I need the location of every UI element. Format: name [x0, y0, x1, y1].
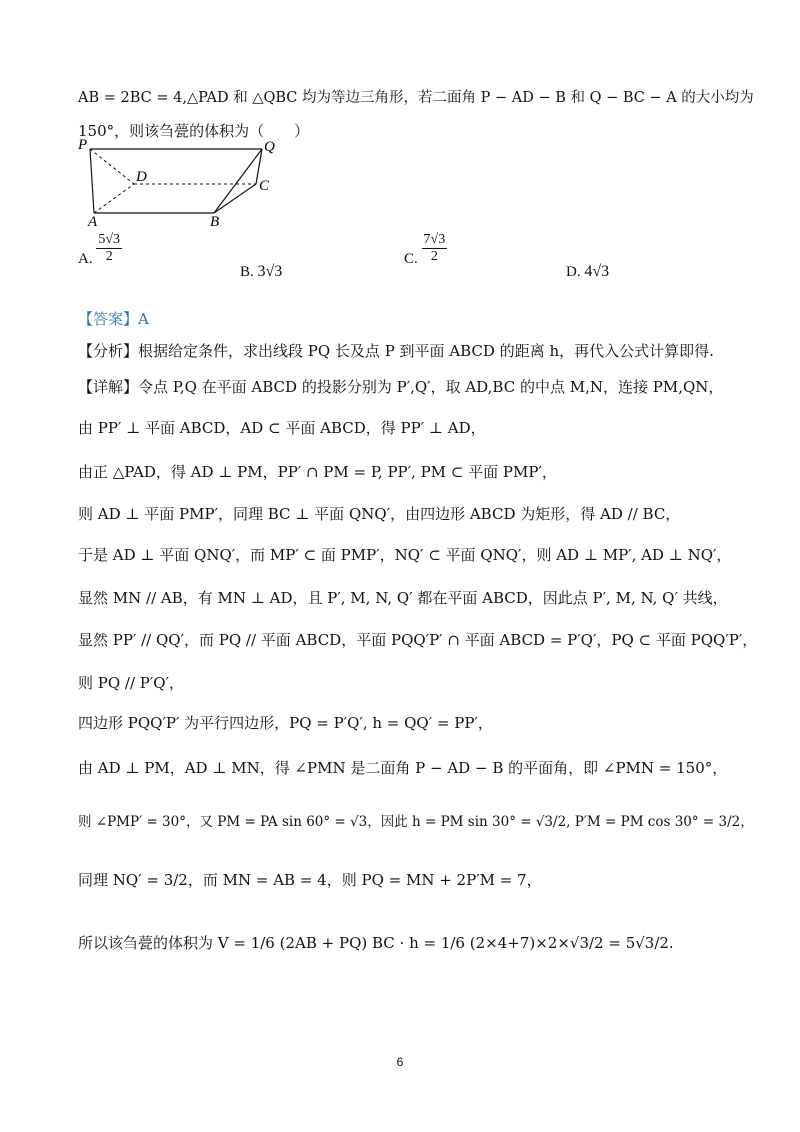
detail-line-12: 同理 NQ′ = 3/2，而 MN = AB = 4，则 PQ = MN + 2P′M = 7，	[78, 871, 542, 889]
detail-line-7: 显然 PP′ // QQ′，而 PQ // 平面 ABCD，平面 PQQ′P′ ∩ 平面 ABCD = P′Q′，PQ ⊂ 平面 PQQ′P′，	[78, 631, 758, 649]
choice-d-value: 4√3	[584, 263, 610, 280]
label-Q: Q	[264, 139, 275, 155]
choice-c-numerator: 7√3	[423, 232, 446, 248]
label-D: D	[136, 169, 147, 185]
choice-a-numerator: 5√3	[98, 232, 121, 248]
detail-line-5: 于是 AD ⊥ 平面 QNQ′，而 MP′ ⊂ 面 PMP′，NQ′ ⊂ 平面 QNQ′，则 AD ⊥ MP′, AD ⊥ NQ′，	[78, 546, 732, 564]
edge-PA	[90, 149, 94, 213]
choice-c-fraction	[422, 232, 448, 265]
detail-line-9: 四边形 PQQ′P′ 为平行四边形，PQ = P′Q′, h = QQ′ = PP′，	[78, 714, 493, 732]
problem-line-1: AB = 2BC = 4,△PAD 和 △QBC 均为等边三角形，若二面角 P − AD − B 和 Q − BC − A 的大小均为	[78, 90, 754, 106]
choice-a-letter: A.	[78, 251, 93, 267]
choice-d-letter: D.	[566, 264, 581, 280]
choice-a-fraction	[96, 232, 122, 265]
edge-BC	[214, 184, 256, 213]
choice-b-letter: B.	[240, 264, 254, 280]
detail-line-3: 由正 △PAD，得 AD ⊥ PM，PP′ ∩ PM = P, PP′, PM ⊂ 平面 PMP′，	[78, 463, 557, 481]
problem-line-2: 150°，则该刍甍的体积为（ ）	[78, 122, 310, 140]
label-P: P	[78, 137, 88, 153]
edge-PD	[90, 149, 134, 184]
detail-line-11: 则 ∠PMP′ = 30°，又 PM = PA sin 60° = √3，因此 h = PM sin 30° = √3/2, P′M = PM cos 30° = 3/2，	[78, 814, 754, 830]
choice-a-denominator: 2	[105, 249, 113, 265]
choice-c-letter: C.	[404, 251, 418, 267]
detail-line-6: 显然 MN // AB，有 MN ⊥ AD，且 P′, M, N, Q′ 都在平面 ABCD，因此点 P′, M, N, Q′ 共线，	[78, 589, 728, 607]
edge-QB	[214, 149, 262, 213]
choice-a[interactable]	[78, 232, 122, 268]
label-C: C	[259, 178, 270, 194]
label-A: A	[88, 214, 98, 227]
page-number: 6	[396, 1055, 404, 1069]
choice-c[interactable]	[404, 232, 447, 268]
detail-line-8: 则 PQ // P′Q′，	[78, 674, 185, 692]
solid-figure	[78, 137, 298, 227]
detail-line-4: 则 AD ⊥ 平面 PMP′，同理 BC ⊥ 平面 QNQ′，由四边形 ABCD 为矩形，得 AD // BC，	[78, 505, 681, 523]
detail-line-13: 所以该刍甍的体积为 V = 1/6 (2AB + PQ) BC · h = 1/6 (2×4+7)×2×√3/2 = 5√3/2.	[78, 934, 674, 952]
choice-b[interactable]	[240, 263, 282, 281]
label-B: B	[210, 214, 220, 227]
answer-label: 【答案】A	[78, 310, 149, 328]
choice-c-denominator: 2	[430, 249, 438, 265]
edge-AD	[94, 184, 134, 213]
detail-line-2: 由 PP′ ⊥ 平面 ABCD，AD ⊂ 平面 ABCD，得 PP′ ⊥ AD，	[78, 419, 486, 437]
choice-b-value: 3√3	[257, 263, 283, 280]
analysis-text: 【分析】根据给定条件，求出线段 PQ 长及点 P 到平面 ABCD 的距离 h，再代入公式计算即得.	[78, 342, 714, 360]
choice-d[interactable]	[566, 263, 609, 281]
detail-line-10: 由 AD ⊥ PM，AD ⊥ MN，得 ∠PMN 是二面角 P − AD − B 的平面角，即 ∠PMN = 150°，	[78, 759, 728, 777]
detail-line-1: 【详解】令点 P,Q 在平面 ABCD 的投影分别为 P′,Q′，取 AD,BC 的中点 M,N，连接 PM,QN，	[78, 378, 724, 396]
